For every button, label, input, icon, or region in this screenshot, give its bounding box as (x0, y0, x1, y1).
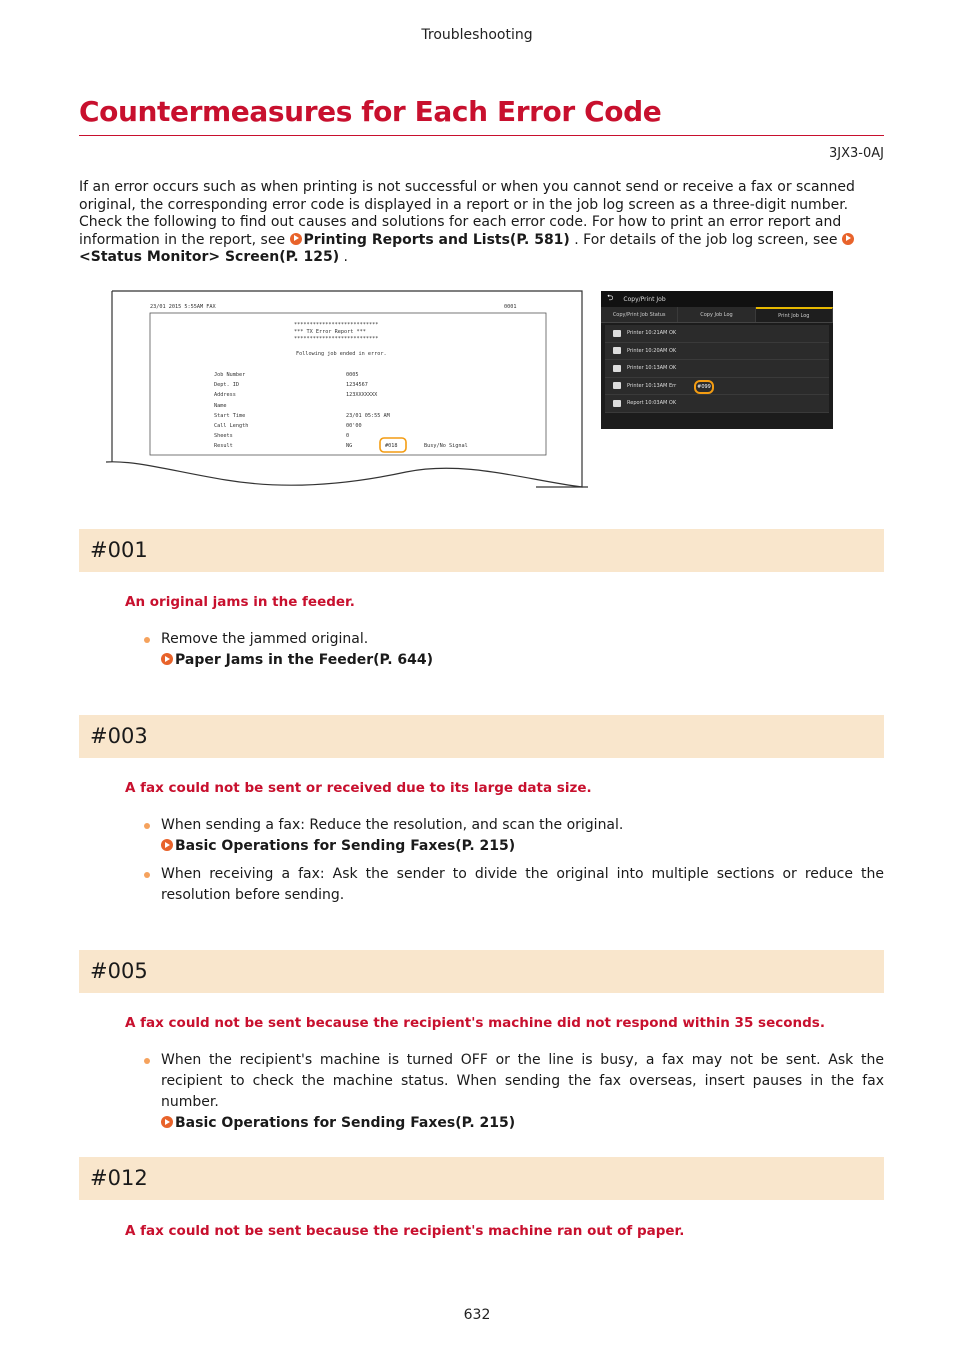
back-arrow-icon: ⮌ (607, 293, 614, 302)
job-log-row: Printer 10:13AM Err #099 (605, 378, 829, 396)
page-number: 632 (463, 1307, 491, 1323)
report-header-left: 23/01 2015 5:55AM FAX (150, 304, 216, 310)
solution-item (142, 815, 884, 857)
section-header-005 (79, 950, 884, 993)
error-cause: An original jams in the feeder. (125, 594, 355, 610)
error-code-highlight: #099 (694, 380, 714, 394)
link-paper-jams-feeder[interactable]: Paper Jams in the Feeder(P. 644) (161, 650, 884, 671)
report-result-code: #018 (385, 443, 398, 449)
report-value: 0005 (346, 372, 359, 378)
solution-text: When the recipient's machine is turned OFF or the line is busy, a fax may not be sent. Ask the recipient to check the machine status. When sending the fax overseas, insert pauses in the fax number. (161, 1052, 884, 1110)
link-arrow-icon (161, 839, 173, 851)
tab-copy-print-job-status: Copy/Print Job Status (601, 307, 678, 322)
error-cause: A fax could not be sent because the recipient's machine ran out of paper. (125, 1223, 685, 1239)
link-basic-operations-sending-faxes[interactable]: Basic Operations for Sending Faxes(P. 215) (161, 1113, 884, 1134)
section-header-012 (79, 1157, 884, 1200)
link-basic-operations-sending-faxes[interactable]: Basic Operations for Sending Faxes(P. 215) (161, 836, 884, 857)
report-header-right: 0001 (504, 304, 517, 310)
job-log-row: Printer 10:20AM OK (605, 343, 829, 361)
bullet-dot-icon (144, 1058, 150, 1064)
page-title: Countermeasures for Each Error Code (79, 95, 662, 128)
report-value: NG (346, 443, 353, 449)
solution-text: When receiving a fax: Ask the sender to divide the original into multiple sections or reduce the resolution before sending. (161, 866, 884, 903)
report-title: *** TX Error Report *** (294, 329, 366, 335)
error-code-title: #001 (90, 538, 148, 562)
report-label: Result (214, 443, 233, 449)
report-subtitle: Following job ended in error. (296, 351, 387, 357)
report-label: Sheets (214, 433, 233, 439)
tab-copy-job-log: Copy Job Log (678, 307, 755, 322)
error-report-figure (106, 290, 590, 490)
solution-item (142, 1050, 884, 1134)
solution-item (142, 864, 884, 906)
error-code-title: #012 (90, 1166, 148, 1190)
printer-icon (613, 347, 621, 354)
printer-icon (613, 382, 621, 389)
report-label: Call Length (214, 423, 249, 429)
bullet-dot-icon (144, 823, 150, 829)
report-value: 23/01 05:55 AM (346, 413, 390, 419)
link-arrow-icon (290, 233, 302, 245)
report-value: 1234567 (346, 382, 368, 388)
report-label: Dept. ID (214, 382, 239, 388)
running-head: Troubleshooting (421, 27, 533, 43)
solution-text: When sending a fax: Reduce the resolution, and scan the original. (161, 817, 624, 833)
printer-icon (613, 330, 621, 337)
intro-paragraph (79, 179, 884, 267)
job-log-row: Printer 10:13AM OK (605, 360, 829, 378)
error-code-title: #003 (90, 724, 148, 748)
section-header-001 (79, 529, 884, 572)
tab-print-job-log: Print Job Log (756, 307, 833, 322)
report-icon (613, 400, 621, 407)
error-cause: A fax could not be sent because the recipient's machine did not respond within 35 seconds. (125, 1015, 825, 1031)
screen-title: Copy/Print Job (623, 295, 666, 303)
solution-text: Remove the jammed original. (161, 631, 369, 647)
report-value: 0 (346, 433, 350, 439)
job-log-row: Report 10:03AM OK (605, 395, 829, 413)
error-code-title: #005 (90, 959, 148, 983)
link-arrow-icon (842, 233, 854, 245)
report-stars: *************************** (294, 322, 379, 328)
job-log-row: Printer 10:21AM OK (605, 325, 829, 343)
error-cause: A fax could not be sent or received due to its large data size. (125, 780, 592, 796)
report-value: 00'00 (346, 423, 362, 429)
printer-icon (613, 365, 621, 372)
link-arrow-icon (161, 653, 173, 665)
job-log-screen-figure (601, 291, 833, 429)
intro-text-3: . (339, 249, 349, 265)
job-log-list (601, 323, 833, 413)
intro-text-1: If an error occurs such as when printing is not successful or when you cannot send or receive a fax or scanned original, the corresponding error code is displayed in a report or in the job log screen as a three-digit number. Check the following to find out causes and solutions for each error code. For how to print an error report and information in the report, see (79, 179, 855, 248)
report-label: Address (214, 392, 236, 398)
link-printing-reports[interactable]: Printing Reports and Lists(P. 581) (290, 232, 570, 248)
report-value: 123XXXXXXX (346, 392, 378, 398)
solution-item (142, 629, 884, 671)
report-label: Job Number (214, 372, 246, 378)
document-id: 3JX3-0AJ (829, 146, 884, 161)
report-label: Name (214, 403, 227, 409)
bullet-dot-icon (144, 872, 150, 878)
bullet-dot-icon (144, 637, 150, 643)
screen-tabs (601, 307, 833, 323)
screen-titlebar (601, 291, 833, 307)
section-header-003 (79, 715, 884, 758)
title-rule (79, 135, 884, 136)
report-stars-2: *************************** (294, 336, 379, 342)
link-status-monitor[interactable]: <Status Monitor> Screen(P. 125) (79, 232, 856, 266)
report-result-text: Busy/No Signal (424, 443, 468, 449)
report-label: Start Time (214, 413, 246, 419)
link-arrow-icon (161, 1116, 173, 1128)
intro-text-2: . For details of the job log screen, see (569, 231, 842, 248)
